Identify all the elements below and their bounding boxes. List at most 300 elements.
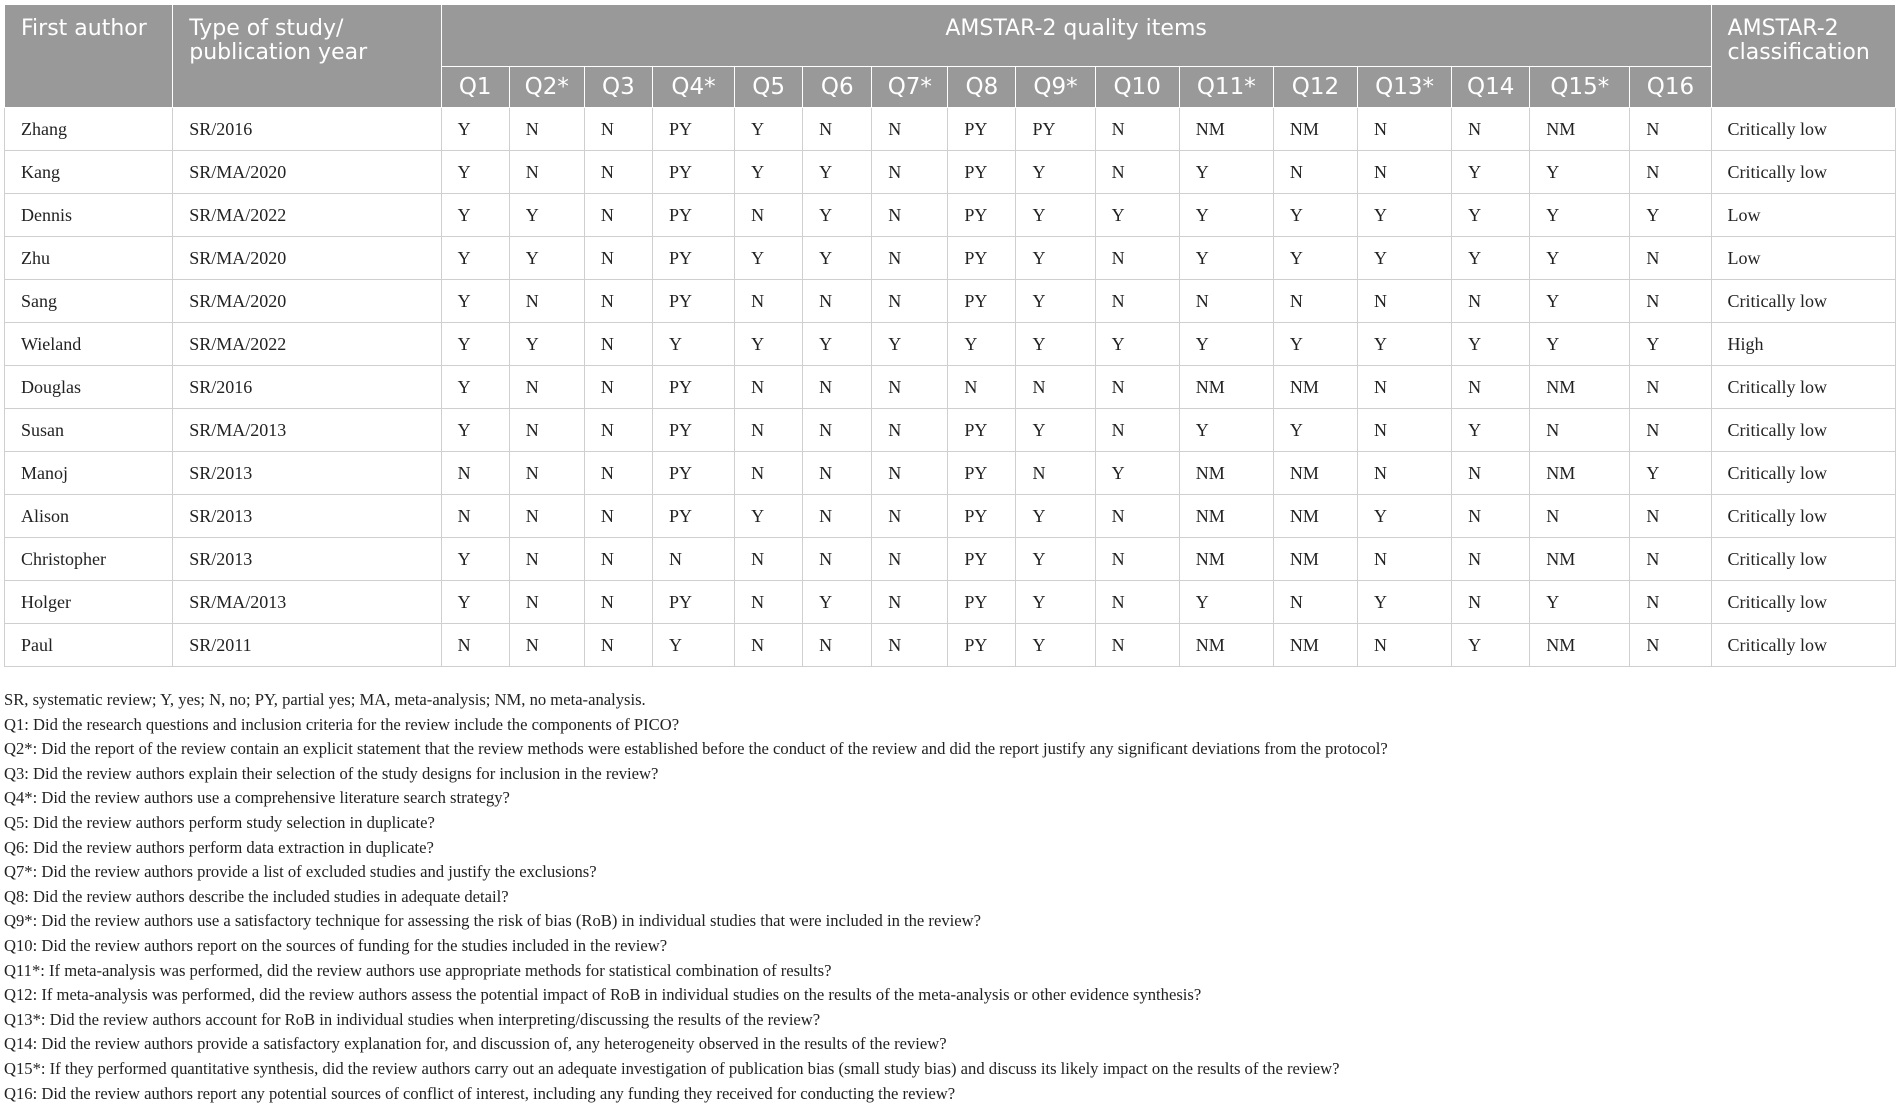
cell-item-rating: NM [1179, 452, 1273, 495]
cell-item-rating: Y [1530, 194, 1630, 237]
table-row [5, 323, 1896, 366]
cell-item-rating: N [1273, 151, 1357, 194]
cell-item-rating: N [584, 581, 652, 624]
cell-item-rating: Y [1016, 323, 1095, 366]
col-header-group-amstar-items: AMSTAR-2 quality items [441, 5, 1711, 67]
cell-item-rating: Y [1452, 323, 1530, 366]
cell-item-rating: Y [441, 280, 509, 323]
cell-item-rating: N [735, 366, 803, 409]
cell-study-type: SR/MA/2020 [173, 237, 441, 280]
cell-item-rating: N [872, 108, 948, 151]
col-header-type-of-study: Type of study/ publication year [173, 5, 441, 108]
cell-study-type: SR/MA/2022 [173, 194, 441, 237]
cell-item-rating: N [948, 366, 1016, 409]
cell-item-rating: PY [652, 581, 734, 624]
cell-item-rating: PY [948, 495, 1016, 538]
table-row [5, 495, 1896, 538]
cell-item-rating: NM [1179, 495, 1273, 538]
cell-item-rating: Y [1016, 151, 1095, 194]
col-header-item: Q10 [1095, 67, 1179, 108]
cell-study-type: SR/2011 [173, 624, 441, 667]
cell-item-rating: N [509, 151, 584, 194]
cell-item-rating: N [1452, 538, 1530, 581]
cell-item-rating: Y [1530, 151, 1630, 194]
cell-item-rating: N [441, 452, 509, 495]
cell-first-author: Alison [5, 495, 173, 538]
cell-item-rating: Y [1016, 495, 1095, 538]
cell-item-rating: Y [1452, 409, 1530, 452]
cell-item-rating: PY [948, 581, 1016, 624]
cell-item-rating: PY [948, 194, 1016, 237]
cell-study-type: SR/MA/2020 [173, 280, 441, 323]
cell-item-rating: Y [1095, 323, 1179, 366]
cell-item-rating: N [509, 280, 584, 323]
footnote-item-definition: Q8: Did the review authors describe the included studies in adequate detail? [4, 885, 1896, 910]
col-header-item: Q6 [803, 67, 872, 108]
cell-item-rating: NM [1179, 108, 1273, 151]
cell-item-rating: Y [441, 194, 509, 237]
cell-first-author: Manoj [5, 452, 173, 495]
cell-item-rating: N [803, 495, 872, 538]
cell-study-type: SR/2016 [173, 366, 441, 409]
cell-item-rating: Y [1273, 194, 1357, 237]
cell-item-rating: Y [1530, 323, 1630, 366]
cell-item-rating: NM [1273, 452, 1357, 495]
cell-item-rating: N [509, 452, 584, 495]
cell-item-rating: Y [1016, 237, 1095, 280]
cell-item-rating: Y [652, 323, 734, 366]
cell-first-author: Zhang [5, 108, 173, 151]
cell-classification: Critically low [1711, 624, 1895, 667]
col-header-classification: AMSTAR-2 classification [1711, 5, 1895, 108]
cell-item-rating: Y [1179, 581, 1273, 624]
cell-item-rating: Y [1357, 495, 1451, 538]
cell-item-rating: N [1630, 151, 1711, 194]
cell-first-author: Wieland [5, 323, 173, 366]
footnote-item-definition: Q9*: Did the review authors use a satisfactory technique for assessing the risk of bias (RoB) in individual studies that were included in the review? [4, 909, 1896, 934]
cell-item-rating: N [1630, 495, 1711, 538]
cell-item-rating: N [735, 280, 803, 323]
cell-item-rating: N [1357, 108, 1451, 151]
footnote-item-definition: Q12: If meta-analysis was performed, did the review authors assess the potential impact of RoB in individual studies on the results of the meta-analysis or other evidence synthesis? [4, 983, 1896, 1008]
cell-item-rating: Y [441, 151, 509, 194]
cell-item-rating: Y [803, 151, 872, 194]
cell-item-rating: Y [1530, 280, 1630, 323]
footnote-item-definition: Q13*: Did the review authors account for RoB in individual studies when interpreting/discussing the results of the review? [4, 1008, 1896, 1033]
cell-item-rating: N [1357, 409, 1451, 452]
cell-item-rating: N [1016, 452, 1095, 495]
cell-first-author: Kang [5, 151, 173, 194]
cell-item-rating: Y [441, 538, 509, 581]
cell-item-rating: Y [1357, 237, 1451, 280]
footnote-item-definition: Q1: Did the research questions and inclusion criteria for the review include the components of PICO? [4, 713, 1896, 738]
footnote-item-definition: Q14: Did the review authors provide a satisfactory explanation for, and discussion of, any heterogeneity observed in the results of the review? [4, 1032, 1896, 1057]
cell-item-rating: PY [652, 495, 734, 538]
col-header-item: Q14 [1452, 67, 1530, 108]
cell-study-type: SR/MA/2020 [173, 151, 441, 194]
cell-item-rating: Y [735, 323, 803, 366]
cell-item-rating: N [1095, 581, 1179, 624]
amstar-quality-table [4, 4, 1896, 667]
cell-item-rating: N [441, 495, 509, 538]
cell-item-rating: Y [1016, 624, 1095, 667]
table-row [5, 452, 1896, 495]
cell-item-rating: N [1630, 108, 1711, 151]
cell-item-rating: N [735, 194, 803, 237]
cell-item-rating: N [1452, 581, 1530, 624]
cell-item-rating: N [584, 495, 652, 538]
cell-item-rating: Y [735, 495, 803, 538]
cell-item-rating: N [652, 538, 734, 581]
cell-item-rating: Y [441, 409, 509, 452]
cell-item-rating: Y [948, 323, 1016, 366]
cell-item-rating: N [1357, 452, 1451, 495]
cell-item-rating: NM [1179, 624, 1273, 667]
footnote-item-definition: Q5: Did the review authors perform study selection in duplicate? [4, 811, 1896, 836]
cell-item-rating: NM [1530, 624, 1630, 667]
cell-item-rating: N [1095, 151, 1179, 194]
cell-study-type: SR/MA/2013 [173, 409, 441, 452]
footnote-item-definition: Q4*: Did the review authors use a comprehensive literature search strategy? [4, 786, 1896, 811]
cell-item-rating: N [872, 194, 948, 237]
cell-item-rating: N [584, 538, 652, 581]
cell-item-rating: N [803, 108, 872, 151]
cell-first-author: Dennis [5, 194, 173, 237]
cell-study-type: SR/2013 [173, 495, 441, 538]
cell-item-rating: Y [1095, 452, 1179, 495]
col-header-item: Q11* [1179, 67, 1273, 108]
cell-item-rating: Y [509, 237, 584, 280]
cell-item-rating: N [1630, 409, 1711, 452]
cell-classification: Critically low [1711, 452, 1895, 495]
cell-first-author: Sang [5, 280, 173, 323]
cell-item-rating: PY [948, 237, 1016, 280]
amstar-table-container [4, 4, 1896, 667]
footnote-item-definition: Q11*: If meta-analysis was performed, did the review authors use appropriate methods for statistical combination of results? [4, 959, 1896, 984]
cell-item-rating: N [1273, 280, 1357, 323]
cell-item-rating: Y [1452, 151, 1530, 194]
cell-item-rating: N [584, 409, 652, 452]
cell-item-rating: N [1452, 452, 1530, 495]
cell-item-rating: Y [1016, 538, 1095, 581]
header-row-top [5, 5, 1896, 67]
cell-classification: High [1711, 323, 1895, 366]
cell-item-rating: N [509, 538, 584, 581]
cell-classification: Low [1711, 237, 1895, 280]
cell-classification: Critically low [1711, 280, 1895, 323]
cell-item-rating: N [1095, 538, 1179, 581]
col-header-item: Q13* [1357, 67, 1451, 108]
cell-item-rating: N [803, 624, 872, 667]
cell-item-rating: N [509, 495, 584, 538]
col-header-item: Q1 [441, 67, 509, 108]
cell-first-author: Holger [5, 581, 173, 624]
cell-item-rating: PY [1016, 108, 1095, 151]
cell-item-rating: PY [652, 409, 734, 452]
cell-item-rating: N [441, 624, 509, 667]
cell-classification: Critically low [1711, 108, 1895, 151]
table-row [5, 581, 1896, 624]
cell-item-rating: N [872, 237, 948, 280]
cell-item-rating: N [872, 366, 948, 409]
cell-item-rating: Y [441, 323, 509, 366]
cell-item-rating: Y [1273, 323, 1357, 366]
col-header-item: Q16 [1630, 67, 1711, 108]
table-footnotes [4, 688, 1896, 1106]
cell-study-type: SR/2013 [173, 452, 441, 495]
cell-item-rating: N [584, 323, 652, 366]
cell-item-rating: PY [652, 452, 734, 495]
cell-item-rating: N [803, 452, 872, 495]
cell-item-rating: N [1452, 108, 1530, 151]
cell-item-rating: NM [1273, 366, 1357, 409]
cell-item-rating: N [1273, 581, 1357, 624]
cell-item-rating: N [584, 194, 652, 237]
table-row [5, 409, 1896, 452]
cell-item-rating: N [509, 624, 584, 667]
cell-item-rating: NM [1530, 366, 1630, 409]
cell-item-rating: N [584, 452, 652, 495]
cell-item-rating: N [1630, 581, 1711, 624]
cell-first-author: Zhu [5, 237, 173, 280]
cell-item-rating: Y [1016, 409, 1095, 452]
cell-item-rating: N [872, 280, 948, 323]
cell-item-rating: N [1530, 409, 1630, 452]
cell-item-rating: N [584, 280, 652, 323]
cell-classification: Critically low [1711, 538, 1895, 581]
cell-item-rating: N [803, 280, 872, 323]
cell-item-rating: N [1630, 538, 1711, 581]
footnote-item-definition: Q3: Did the review authors explain their selection of the study designs for inclusion in the review? [4, 762, 1896, 787]
cell-item-rating: PY [948, 108, 1016, 151]
cell-classification: Critically low [1711, 151, 1895, 194]
cell-item-rating: Y [735, 108, 803, 151]
cell-item-rating: Y [1630, 452, 1711, 495]
cell-item-rating: N [1357, 280, 1451, 323]
table-body [5, 108, 1896, 667]
cell-first-author: Susan [5, 409, 173, 452]
cell-item-rating: Y [509, 323, 584, 366]
cell-classification: Critically low [1711, 495, 1895, 538]
cell-item-rating: PY [652, 108, 734, 151]
footnote-item-definition: Q7*: Did the review authors provide a list of excluded studies and justify the exclusions? [4, 860, 1896, 885]
cell-item-rating: Y [1452, 624, 1530, 667]
col-header-item: Q8 [948, 67, 1016, 108]
cell-item-rating: Y [1273, 409, 1357, 452]
footnote-item-definition: Q15*: If they performed quantitative synthesis, did the review authors carry out an adequate investigation of publication bias (small study bias) and discuss its likely impact on the results of the review? [4, 1057, 1896, 1082]
cell-item-rating: Y [1179, 194, 1273, 237]
cell-item-rating: N [735, 624, 803, 667]
cell-item-rating: Y [1357, 581, 1451, 624]
cell-item-rating: N [872, 581, 948, 624]
cell-item-rating: Y [1095, 194, 1179, 237]
cell-item-rating: PY [948, 538, 1016, 581]
cell-item-rating: N [1357, 538, 1451, 581]
cell-item-rating: N [509, 409, 584, 452]
cell-study-type: SR/2013 [173, 538, 441, 581]
cell-item-rating: Y [735, 151, 803, 194]
table-row [5, 366, 1896, 409]
cell-item-rating: PY [948, 409, 1016, 452]
cell-item-rating: Y [441, 108, 509, 151]
cell-item-rating: N [872, 409, 948, 452]
cell-item-rating: N [803, 366, 872, 409]
cell-item-rating: N [584, 366, 652, 409]
cell-item-rating: Y [509, 194, 584, 237]
cell-item-rating: N [584, 151, 652, 194]
cell-item-rating: N [1179, 280, 1273, 323]
cell-item-rating: N [1095, 624, 1179, 667]
footnote-abbreviations: SR, systematic review; Y, yes; N, no; PY, partial yes; MA, meta-analysis; NM, no meta-analysis. [4, 688, 1896, 713]
table-row [5, 280, 1896, 323]
cell-item-rating: N [1452, 280, 1530, 323]
col-header-item: Q9* [1016, 67, 1095, 108]
cell-first-author: Christopher [5, 538, 173, 581]
cell-item-rating: N [1095, 409, 1179, 452]
cell-item-rating: NM [1273, 624, 1357, 667]
cell-classification: Critically low [1711, 581, 1895, 624]
cell-item-rating: N [872, 452, 948, 495]
table-row [5, 624, 1896, 667]
cell-item-rating: PY [652, 280, 734, 323]
cell-item-rating: N [1630, 624, 1711, 667]
cell-item-rating: Y [1357, 194, 1451, 237]
footnote-item-definition: Q2*: Did the report of the review contain an explicit statement that the review methods were established before the conduct of the review and did the report justify any significant deviations from the protocol? [4, 737, 1896, 762]
cell-item-rating: Y [1179, 409, 1273, 452]
cell-item-rating: Y [1016, 581, 1095, 624]
col-header-item: Q5 [735, 67, 803, 108]
cell-item-rating: Y [1016, 194, 1095, 237]
cell-first-author: Paul [5, 624, 173, 667]
cell-item-rating: Y [1273, 237, 1357, 280]
cell-item-rating: PY [948, 280, 1016, 323]
footnote-item-definition: Q10: Did the review authors report on the sources of funding for the studies included in the review? [4, 934, 1896, 959]
cell-study-type: SR/MA/2013 [173, 581, 441, 624]
cell-item-rating: N [735, 538, 803, 581]
cell-item-rating: N [1630, 366, 1711, 409]
cell-item-rating: N [1095, 237, 1179, 280]
cell-item-rating: Y [441, 366, 509, 409]
cell-classification: Critically low [1711, 366, 1895, 409]
col-header-item: Q12 [1273, 67, 1357, 108]
cell-study-type: SR/MA/2022 [173, 323, 441, 366]
cell-item-rating: N [735, 452, 803, 495]
cell-item-rating: PY [652, 151, 734, 194]
cell-item-rating: PY [948, 624, 1016, 667]
cell-item-rating: Y [1530, 237, 1630, 280]
cell-item-rating: NM [1530, 538, 1630, 581]
cell-item-rating: N [584, 237, 652, 280]
cell-item-rating: N [1452, 366, 1530, 409]
col-header-first-author: First author [5, 5, 173, 108]
cell-item-rating: N [872, 151, 948, 194]
cell-item-rating: N [803, 538, 872, 581]
cell-item-rating: Y [1179, 323, 1273, 366]
cell-item-rating: PY [948, 151, 1016, 194]
cell-item-rating: Y [1452, 194, 1530, 237]
cell-item-rating: N [872, 538, 948, 581]
cell-item-rating: Y [441, 581, 509, 624]
cell-classification: Critically low [1711, 409, 1895, 452]
cell-item-rating: N [872, 624, 948, 667]
cell-item-rating: Y [1630, 194, 1711, 237]
cell-item-rating: N [1095, 108, 1179, 151]
cell-item-rating: Y [803, 194, 872, 237]
cell-classification: Low [1711, 194, 1895, 237]
cell-item-rating: PY [948, 452, 1016, 495]
col-header-item: Q7* [872, 67, 948, 108]
cell-item-rating: N [872, 495, 948, 538]
footnote-item-definition: Q16: Did the review authors report any potential sources of conflict of interest, including any funding they received for conducting the review? [4, 1082, 1896, 1106]
cell-item-rating: N [735, 409, 803, 452]
cell-item-rating: NM [1530, 452, 1630, 495]
cell-item-rating: N [1630, 280, 1711, 323]
cell-item-rating: Y [652, 624, 734, 667]
cell-item-rating: NM [1179, 538, 1273, 581]
table-row [5, 237, 1896, 280]
cell-first-author: Douglas [5, 366, 173, 409]
cell-item-rating: Y [1179, 151, 1273, 194]
cell-item-rating: N [1630, 237, 1711, 280]
cell-item-rating: PY [652, 194, 734, 237]
cell-item-rating: N [1357, 366, 1451, 409]
cell-item-rating: Y [803, 323, 872, 366]
table-row [5, 108, 1896, 151]
col-header-item: Q3 [584, 67, 652, 108]
cell-item-rating: Y [735, 237, 803, 280]
cell-item-rating: Y [1630, 323, 1711, 366]
cell-study-type: SR/2016 [173, 108, 441, 151]
cell-item-rating: N [1357, 624, 1451, 667]
col-header-item: Q2* [509, 67, 584, 108]
cell-item-rating: N [1452, 495, 1530, 538]
col-header-item: Q4* [652, 67, 734, 108]
cell-item-rating: Y [872, 323, 948, 366]
cell-item-rating: Y [1179, 237, 1273, 280]
cell-item-rating: N [584, 108, 652, 151]
cell-item-rating: N [509, 581, 584, 624]
cell-item-rating: NM [1273, 108, 1357, 151]
cell-item-rating: Y [803, 581, 872, 624]
cell-item-rating: N [803, 409, 872, 452]
col-header-item: Q15* [1530, 67, 1630, 108]
cell-item-rating: Y [1357, 323, 1451, 366]
footnote-item-definition: Q6: Did the review authors perform data extraction in duplicate? [4, 836, 1896, 861]
cell-item-rating: Y [1452, 237, 1530, 280]
cell-item-rating: N [584, 624, 652, 667]
cell-item-rating: Y [1530, 581, 1630, 624]
cell-item-rating: N [1095, 495, 1179, 538]
cell-item-rating: N [1357, 151, 1451, 194]
cell-item-rating: Y [1016, 280, 1095, 323]
cell-item-rating: Y [441, 237, 509, 280]
cell-item-rating: NM [1273, 495, 1357, 538]
cell-item-rating: N [1016, 366, 1095, 409]
table-row [5, 151, 1896, 194]
cell-item-rating: PY [652, 237, 734, 280]
cell-item-rating: N [509, 366, 584, 409]
cell-item-rating: NM [1530, 108, 1630, 151]
cell-item-rating: N [735, 581, 803, 624]
cell-item-rating: Y [803, 237, 872, 280]
cell-item-rating: PY [652, 366, 734, 409]
cell-item-rating: N [509, 108, 584, 151]
table-row [5, 538, 1896, 581]
cell-item-rating: N [1095, 366, 1179, 409]
cell-item-rating: NM [1273, 538, 1357, 581]
cell-item-rating: N [1095, 280, 1179, 323]
cell-item-rating: N [1530, 495, 1630, 538]
